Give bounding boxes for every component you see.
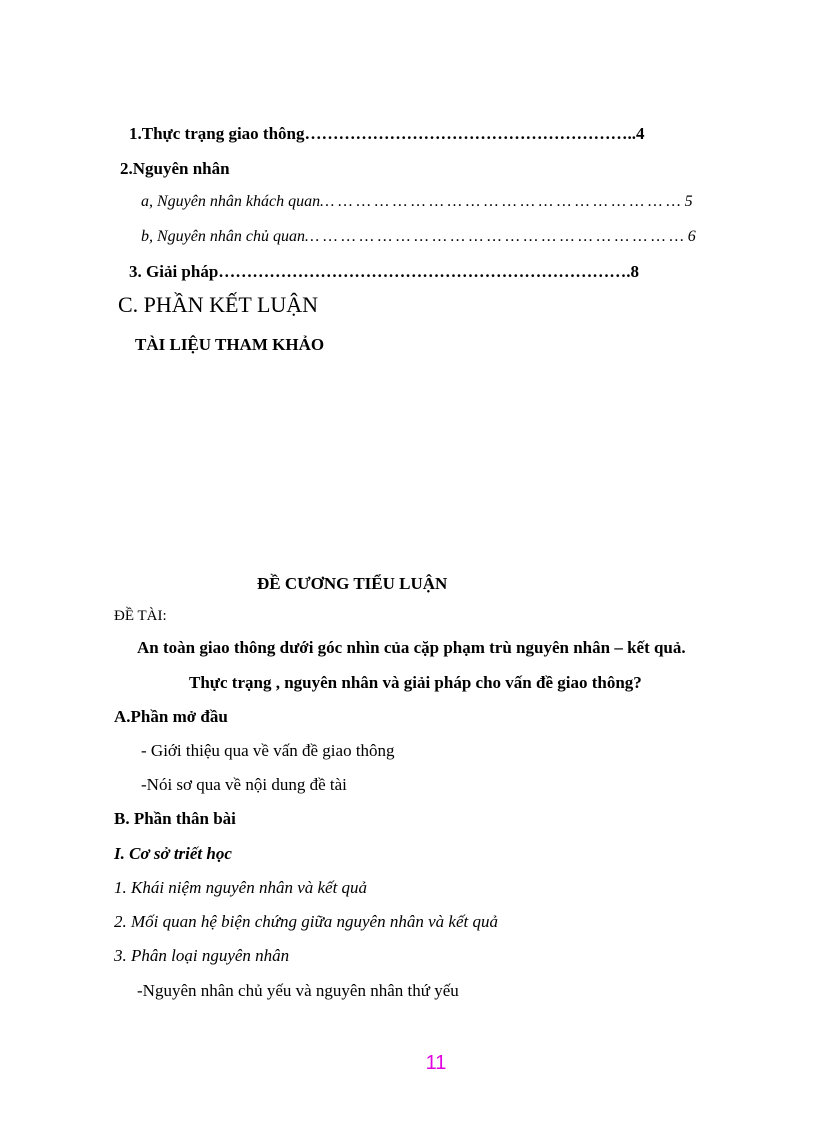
topic-label: ĐỀ TÀI: — [114, 608, 167, 624]
toc-item-khach-quan: a, Nguyên nhân khách quan… … … … … … … … … … … … … … … … … … … … 5 — [141, 193, 693, 210]
toc-item-nguyen-nhan: 2.Nguyên nhân — [120, 159, 230, 178]
section-a-heading: A.Phần mở đầu — [114, 707, 228, 726]
section-b-item-2: 2. Mối quan hệ biện chứng giữa nguyên nhân và kết quả — [114, 912, 498, 931]
page-number: 11 — [425, 1052, 447, 1074]
outline-heading: ĐỀ CƯƠNG TIỂU LUẬN — [257, 574, 448, 593]
section-b-part-1: I. Cơ sở triết học — [114, 844, 232, 863]
topic-line-1: An toàn giao thông dưới góc nhìn của cặp phạm trù nguyên nhân – kết quả. — [137, 638, 686, 657]
toc-item-giai-phap: 3. Giải pháp……………………………………………………………….8 — [129, 262, 640, 281]
section-b-heading: B. Phần thân bài — [114, 809, 236, 828]
toc-references: TÀI LIỆU THAM KHẢO — [135, 335, 325, 354]
toc-conclusion: C. PHẦN KẾT LUẬN — [118, 292, 319, 317]
section-a-item-2: -Nói sơ qua về nội dung đề tài — [141, 775, 347, 794]
section-b-item-3: 3. Phân loại nguyên nhân — [114, 946, 290, 965]
toc-item-chu-quan: b, Nguyên nhân chủ quan… … … … … … … … … … … … … … … … … … … … … 6 — [141, 228, 696, 245]
topic-line-2: Thực trạng , nguyên nhân và giải pháp cho vấn đề giao thông? — [189, 673, 642, 692]
section-b-item-1: 1. Khái niệm nguyên nhân và kết quả — [114, 878, 368, 897]
section-a-item-1: - Giới thiệu qua về vấn đề giao thông — [141, 741, 395, 760]
toc-item-thuc-trang: 1.Thực trạng giao thông…………………………………………………..4 — [129, 124, 645, 143]
section-b-item-3-sub: -Nguyên nhân chủ yếu và nguyên nhân thứ yếu — [137, 981, 459, 1000]
